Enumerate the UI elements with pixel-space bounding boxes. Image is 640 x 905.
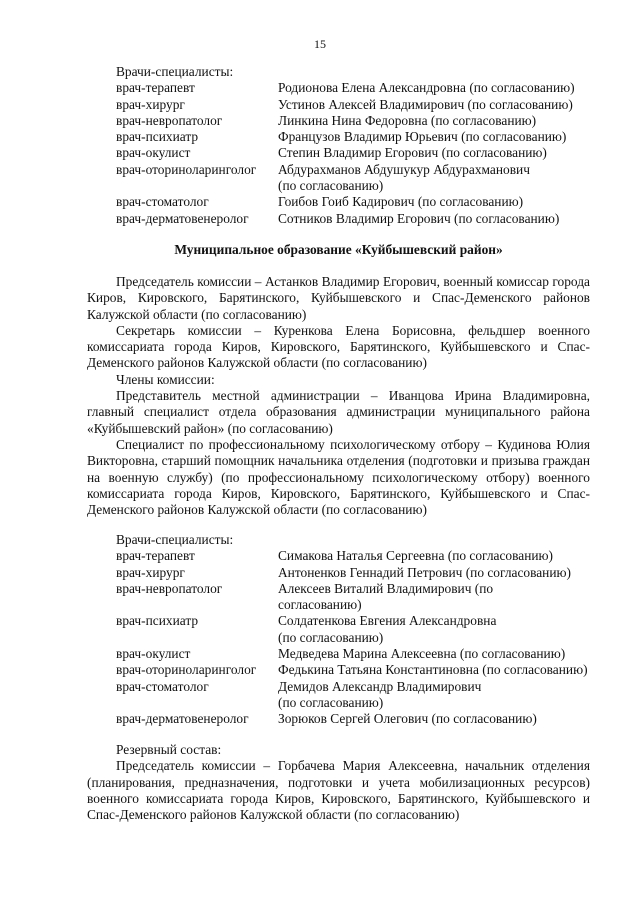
psych-paragraph: Специалист по профессиональному психологическому отбору – Кудинова Юлия Викторовна, старший помощник начальника отделения (подготовки и призыва граждан на военную службу) (по профессиональному психологическому отбору) военного комиссариата города Киров, Кировского, Барятинского, Куйбышевского и Спас-Деменского районов Калужской области (по согласованию) [87,436,590,518]
doctor-row [87,113,590,129]
doctors-heading-1: Врачи-специалисты: [116,64,234,79]
doctor-row [87,662,590,678]
doctor-name: Гоибов Гоиб Кадирович (по согласованию) [278,194,524,210]
doctor-name-line: согласованию) [278,597,362,613]
doctor-role: врач-оториноларинголог [116,161,257,177]
doctors-list-2 [87,532,590,728]
doctor-row [87,679,590,712]
doctor-role: врач-стоматолог [116,194,209,210]
doctor-name-line: (по согласованию) [278,629,384,645]
doctor-name: Сотников Владимир Егорович (по согласованию) [278,210,560,226]
doctor-name-line: Абдурахманов Абдушукур Абдурахманович [278,161,530,177]
page-number: 15 [314,37,326,51]
doctor-row [87,162,590,195]
doctor-name [278,679,590,712]
doctor-row [87,613,590,646]
doctor-row [87,211,590,227]
doctor-role: врач-стоматолог [116,678,209,694]
doctor-row [87,129,590,145]
doctor-row [87,646,590,662]
doctor-row [87,194,590,210]
doctor-name: Симакова Наталья Сергеевна (по согласованию) [278,548,554,564]
chair-paragraph: Председатель комиссии – Астанков Владимир Егорович, военный комиссар города Киров, Кировского, Барятинского, Куйбышевского и Спас-Деменского районов Калужской области (по согласованию) [87,274,590,322]
section-title: Муниципальное образование «Куйбышевский район» [174,242,503,257]
doctors-list-1 [87,64,590,227]
doctor-role: врач-дерматовенеролог [116,210,249,226]
doctor-role: врач-окулист [116,646,191,662]
doctor-role: врач-хирург [116,96,185,112]
doctor-row [87,80,590,96]
reserve-paragraph: Председатель комиссии – Горбачева Мария Алексеевна, начальник отделения (планирования, предназначения, подготовки и учета мобилизационных ресурсов) военного комиссариата города Киров, Кировского, Барятинского, Куйбышевского и Спас-Деменского районов Калужской области (по согласованию) [87,758,590,823]
doctor-row [87,548,590,564]
doctor-name: Французов Владимир Юрьевич (по согласованию) [278,129,567,145]
commission-body [87,274,590,518]
doctor-role: врач-психиатр [116,129,199,145]
doctor-name: Степин Владимир Егорович (по согласованию) [278,145,547,161]
doctor-role: врач-терапевт [116,80,195,96]
doctor-name: Медведева Марина Алексеевна (по согласованию) [278,646,566,662]
doctor-name-line: Алексеев Виталий Владимирович (по [278,580,494,596]
doctor-row [87,565,590,581]
doctor-name [278,581,590,614]
doctor-role: врач-невропатолог [116,112,223,128]
doctor-role: врач-психиатр [116,613,199,629]
doctor-name [278,162,590,195]
reserve-label: Резервный состав: [116,742,222,757]
doctor-role: врач-оториноларинголог [116,662,257,678]
doctor-role: врач-невропатолог [116,580,223,596]
doctor-role: врач-окулист [116,145,191,161]
doctor-row [87,145,590,161]
doctor-name: Антоненков Геннадий Петрович (по согласованию) [278,564,571,580]
doctor-row [87,97,590,113]
doctor-row [87,711,590,727]
doctor-name: Линкина Нина Федоровна (по согласованию) [278,112,537,128]
members-label: Члены комиссии: [116,371,215,387]
doctor-name: Федькина Татьяна Константиновна (по согласованию) [278,662,588,678]
doctor-name-line: (по согласованию) [278,178,384,194]
doctor-role: врач-хирург [116,564,185,580]
doctor-role: врач-дерматовенеролог [116,711,249,727]
doctor-name: Устинов Алексей Владимирович (по согласованию) [278,96,573,112]
doctor-name-line: Демидов Александр Владимирович [278,678,482,694]
doctor-name-line: Солдатенкова Евгения Александровна [278,613,497,629]
doctor-role: врач-терапевт [116,548,195,564]
doctor-row [87,581,590,614]
doctor-name-line: (по согласованию) [278,694,384,710]
doctor-name: Родионова Елена Александровна (по согласованию) [278,80,575,96]
admin-paragraph: Представитель местной администрации – Иванцова Ирина Владимировна, главный специалист отдела образования администрации муниципального района «Куйбышевский район» (по согласованию) [87,388,590,436]
doctors-heading-2: Врачи-специалисты: [116,532,234,547]
reserve-section [87,742,590,823]
secretary-paragraph: Секретарь комиссии – Куренкова Елена Борисовна, фельдшер военного комиссариата города Киров, Кировского, Барятинского, Куйбышевского и Спас-Деменского районов Калужской области (по согласованию) [87,322,590,371]
doctor-name: Зорюков Сергей Олегович (по согласованию) [278,711,537,727]
doctor-name [278,613,590,646]
